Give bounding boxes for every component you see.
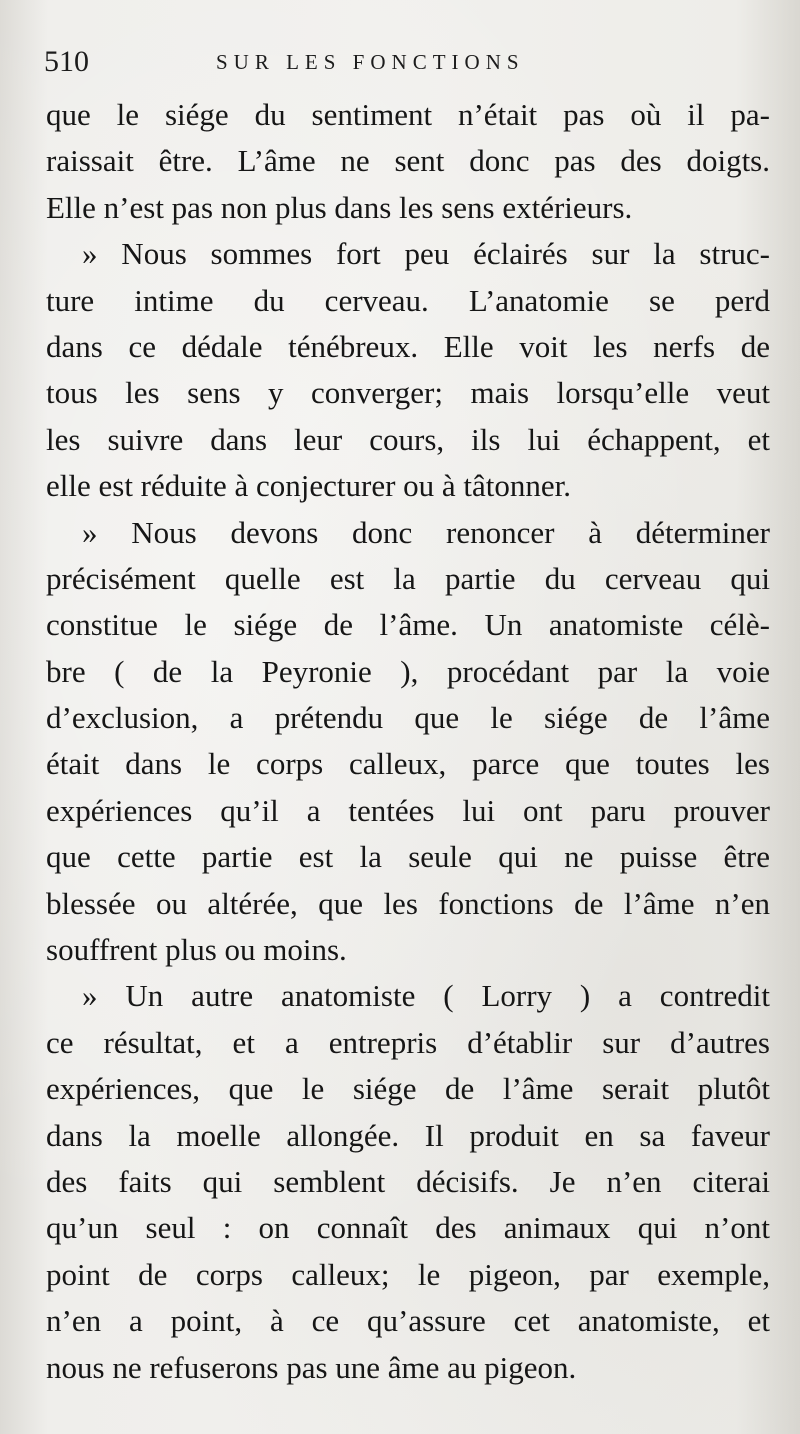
text-line: dans la moelle allongée. Il produit en sa faveur xyxy=(46,1117,770,1153)
running-head: SUR LES FONCTIONS xyxy=(216,50,525,74)
text-line: blessée ou altérée, que les fonctions de l’âme n’en xyxy=(46,885,770,921)
text-line: qu’un seul : on connaît des animaux qui n’ont xyxy=(46,1210,770,1246)
text-line: d’exclusion, a prétendu que le siége de l’âme xyxy=(46,700,770,736)
text-line: elle est réduite à conjecturer ou à tâtonner. xyxy=(46,468,572,504)
text-line: expériences qu’il a tentées lui ont paru prouver xyxy=(46,792,770,828)
text-line: dans ce dédale ténébreux. Elle voit les nerfs de xyxy=(46,328,770,364)
text-line: ce résultat, et a entrepris d’établir sur d’autres xyxy=(46,1024,770,1060)
page-header xyxy=(44,42,744,82)
text-line: » Nous sommes fort peu éclairés sur la struc- xyxy=(82,236,770,272)
text-line: point de corps calleux; le pigeon, par exemple, xyxy=(46,1256,770,1292)
text-line: que cette partie est la seule qui ne puisse être xyxy=(46,839,770,875)
text-line: » Un autre anatomiste ( Lorry ) a contredit xyxy=(82,978,770,1014)
text-line: bre ( de la Peyronie ), procédant par la voie xyxy=(46,653,770,689)
text-line: nous ne refuserons pas une âme au pigeon. xyxy=(46,1349,577,1385)
text-line: des faits qui semblent décisifs. Je n’en citerai xyxy=(46,1163,770,1199)
text-line: était dans le corps calleux, parce que toutes les xyxy=(46,746,770,782)
text-line: raissait être. L’âme ne sent donc pas des doigts. xyxy=(46,143,770,179)
text-line: » Nous devons donc renoncer à déterminer xyxy=(82,514,770,550)
text-line: souffrent plus ou moins. xyxy=(46,932,347,968)
text-line: tous les sens y converger; mais lorsqu’elle veut xyxy=(46,375,770,411)
page-number: 510 xyxy=(44,45,89,78)
text-line: expériences, que le siége de l’âme serait plutôt xyxy=(46,1071,770,1107)
text-line: les suivre dans leur cours, ils lui échappent, et xyxy=(46,421,770,457)
text-line: précisément quelle est la partie du cerveau qui xyxy=(46,560,770,596)
text-line: que le siége du sentiment n’était pas où il pa- xyxy=(46,97,770,132)
text-line: constitue le siége de l’âme. Un anatomiste célè- xyxy=(46,607,770,643)
body-text xyxy=(46,92,770,1391)
text-line: n’en a point, à ce qu’assure cet anatomiste, et xyxy=(46,1303,770,1339)
text-line: Elle n’est pas non plus dans les sens extérieurs. xyxy=(46,189,633,225)
text-line: ture intime du cerveau. L’anatomie se perd xyxy=(46,282,770,318)
